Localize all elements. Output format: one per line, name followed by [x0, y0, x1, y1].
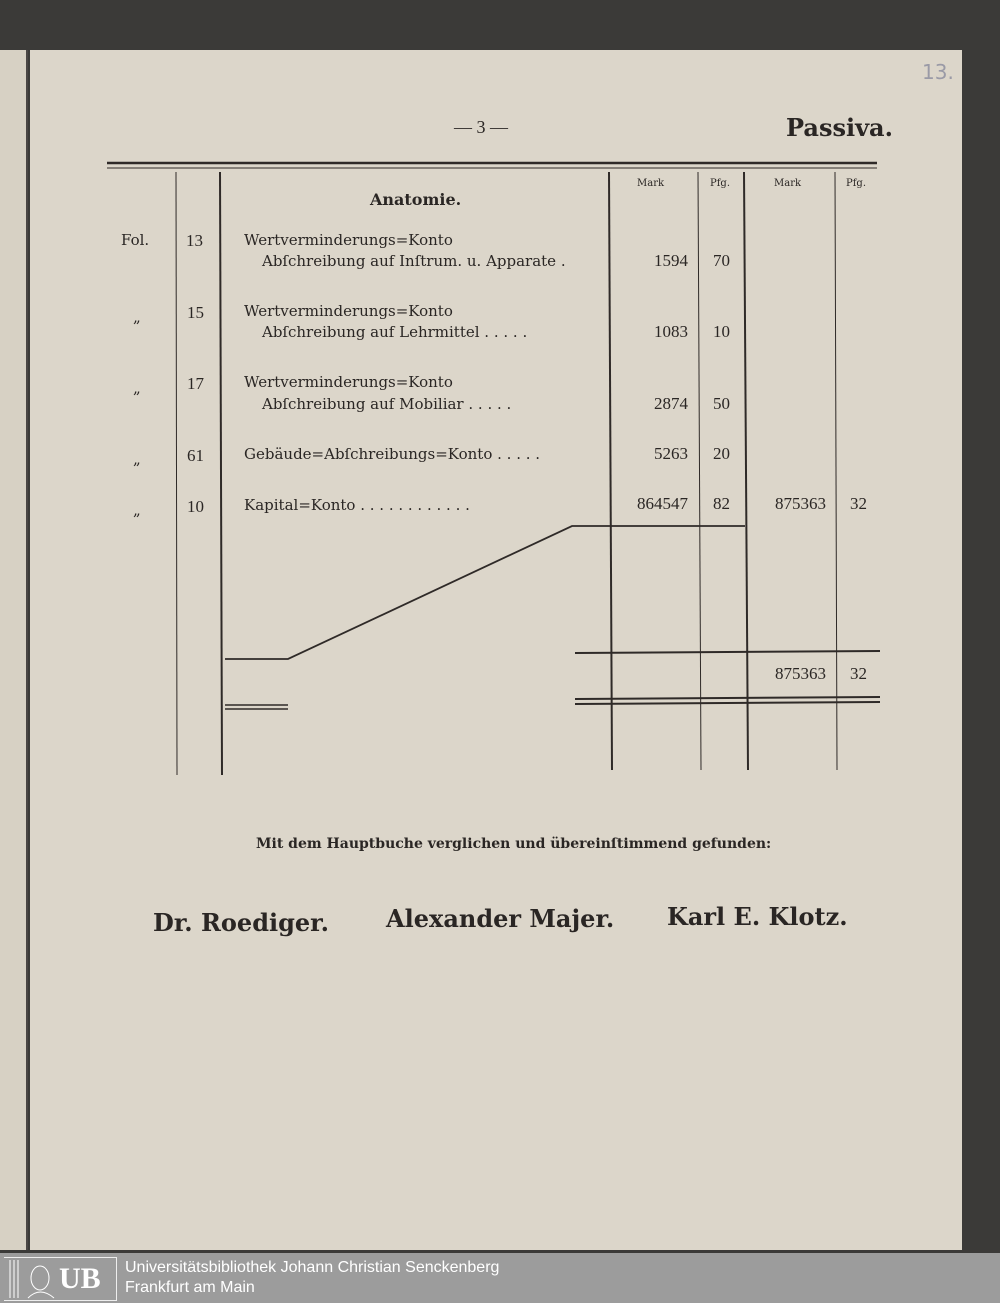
side-title: Passiva.	[786, 113, 893, 142]
handwritten-page-number: 13.	[922, 60, 954, 84]
sum-pfg: 32	[850, 664, 867, 683]
section-title: Anatomie.	[370, 190, 462, 209]
signature-majer: Alexander Majer.	[386, 904, 615, 933]
header-mark-1: Mark	[637, 178, 665, 189]
fol-prefix: „	[133, 308, 141, 326]
portrait-icon	[4, 1258, 59, 1300]
header-pfg-1: Pfg.	[710, 178, 731, 189]
header-mark-2: Mark	[774, 178, 802, 189]
fol-number: 10	[187, 497, 204, 516]
pfg-value: 70	[713, 251, 730, 270]
mark-total: 875363	[775, 494, 826, 513]
ub-logo	[4, 1257, 117, 1301]
library-city: Frankfurt am Main	[125, 1279, 255, 1296]
pfg-value: 50	[713, 394, 730, 413]
sum-mark: 875363	[775, 664, 826, 683]
fol-prefix: Fol.	[121, 231, 150, 249]
logo-text: UB	[59, 1262, 101, 1295]
mark-value: 1083	[654, 322, 688, 341]
mark-value: 864547	[637, 494, 688, 513]
mark-value: 5263	[654, 444, 688, 463]
pfg-value: 82	[713, 494, 730, 513]
account-name: Kapital=Konto . . . . . . . . . . . .	[244, 496, 470, 514]
pfg-value: 20	[713, 444, 730, 463]
fol-prefix: „	[133, 501, 141, 519]
account-detail: Abſchreibung auf Lehrmittel . . . . .	[262, 323, 528, 341]
fol-number: 13	[186, 231, 203, 250]
fol-number: 61	[187, 446, 204, 465]
header-pfg-2: Pfg.	[846, 178, 867, 189]
signature-roediger: Dr. Roediger.	[153, 908, 329, 937]
account-detail: Abſchreibung auf Inſtrum. u. Apparate .	[262, 252, 566, 270]
account-detail: Abſchreibung auf Mobiliar . . . . .	[262, 395, 512, 413]
library-name: Universitätsbibliothek Johann Christian Senckenberg	[125, 1259, 500, 1276]
account-name: Gebäude=Abſchreibungs=Konto . . . . .	[244, 445, 541, 463]
pfg-total: 32	[850, 494, 867, 513]
mark-value: 2874	[654, 394, 688, 413]
library-footer	[0, 1253, 1000, 1303]
mark-value: 1594	[654, 251, 688, 270]
account-name: Wertverminderungs=Konto	[244, 302, 453, 320]
account-name: Wertverminderungs=Konto	[244, 373, 453, 391]
signature-klotz: Karl E. Klotz.	[667, 902, 848, 931]
fol-prefix: „	[133, 450, 141, 468]
attestation-text: Mit dem Hauptbuche verglichen und übereinſtimmend gefunden:	[256, 836, 772, 852]
page-number: — 3 —	[454, 117, 508, 137]
fol-prefix: „	[133, 379, 141, 397]
pfg-value: 10	[713, 322, 730, 341]
fol-number: 17	[187, 374, 204, 393]
fol-number: 15	[187, 303, 204, 322]
account-name: Wertverminderungs=Konto	[244, 231, 453, 249]
